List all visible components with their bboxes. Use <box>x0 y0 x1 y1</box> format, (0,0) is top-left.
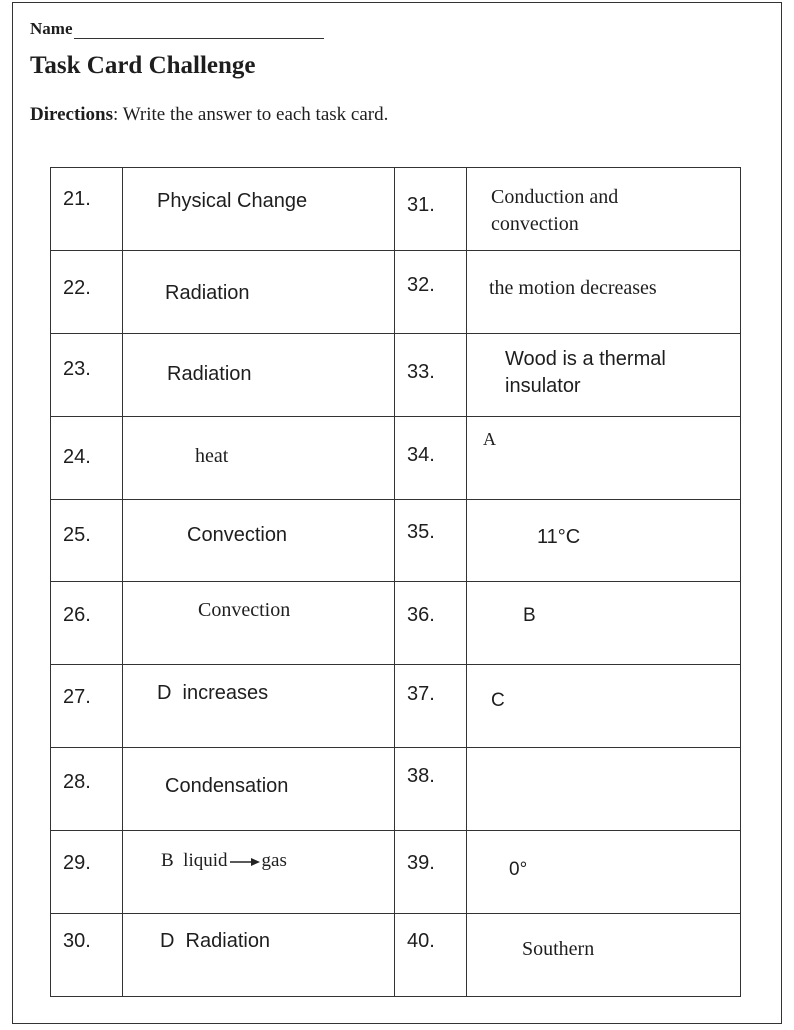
card-number: 33. <box>407 360 435 383</box>
table-row <box>51 665 741 748</box>
name-line[interactable] <box>74 18 324 39</box>
card-answer: D increases <box>157 682 269 705</box>
card-answer-cell <box>467 499 741 582</box>
card-number-cell <box>395 748 467 831</box>
table-row <box>51 582 741 665</box>
table-row <box>51 499 741 582</box>
card-answer: Radiation <box>165 281 250 304</box>
card-answer-cell <box>123 250 395 333</box>
table-row <box>51 333 741 416</box>
card-number-cell <box>51 168 123 251</box>
name-field <box>30 18 324 39</box>
arrow-right-icon <box>229 857 261 867</box>
card-number: 40. <box>407 930 435 953</box>
card-number-cell <box>51 665 123 748</box>
card-number-cell <box>395 499 467 582</box>
card-answer: heat <box>195 444 229 467</box>
card-answer: 0° <box>509 859 528 881</box>
card-number: 27. <box>63 686 91 709</box>
card-number-cell <box>51 499 123 582</box>
card-answer: Condensation <box>165 775 289 798</box>
card-number-cell <box>395 333 467 416</box>
card-answer: A <box>483 428 496 449</box>
card-answer <box>161 849 287 874</box>
card-answer: D Radiation <box>160 930 271 953</box>
card-number: 29. <box>63 852 91 875</box>
card-answer-cell <box>123 333 395 416</box>
card-answer-cell <box>467 665 741 748</box>
card-answer-cell <box>467 582 741 665</box>
page-title: Task Card Challenge <box>30 52 256 79</box>
card-answer: Convection <box>187 523 288 546</box>
card-number-cell <box>51 333 123 416</box>
card-number: 21. <box>63 188 91 210</box>
card-number-cell <box>395 582 467 665</box>
card-number: 28. <box>63 771 91 794</box>
table-row <box>51 831 741 914</box>
card-answer-cell <box>467 333 741 416</box>
card-number: 24. <box>63 445 91 468</box>
table-row <box>51 168 741 251</box>
card-answer-cell <box>467 168 741 251</box>
card-number: 32. <box>407 273 435 296</box>
card-answer-cell <box>123 665 395 748</box>
card-number: 31. <box>407 194 435 216</box>
directions-label: Directions <box>30 104 114 125</box>
card-number-cell <box>395 168 467 251</box>
card-number-cell <box>51 416 123 499</box>
card-number-cell <box>51 582 123 665</box>
card-answer-cell <box>123 168 395 251</box>
card-number-cell <box>395 914 467 997</box>
card-number: 30. <box>63 930 91 953</box>
card-number: 26. <box>63 604 91 627</box>
card-number-cell <box>395 831 467 914</box>
card-answer: Southern <box>522 938 595 961</box>
card-answer: B <box>523 605 536 627</box>
card-answer: Physical Change <box>157 190 308 212</box>
card-number: 37. <box>407 683 435 706</box>
name-label: Name <box>30 19 73 38</box>
card-answer-cell <box>123 499 395 582</box>
card-answer-cell <box>467 416 741 499</box>
table-row <box>51 416 741 499</box>
card-answer-cell <box>123 914 395 997</box>
card-answer-cell <box>123 748 395 831</box>
task-card-table <box>50 167 741 997</box>
answer-liquid: B liquid <box>161 850 228 872</box>
card-number: 36. <box>407 604 435 627</box>
answer-gas: gas <box>261 850 287 872</box>
card-number: 25. <box>63 523 91 546</box>
card-answer-cell <box>467 831 741 914</box>
card-answer-line: insulator <box>505 374 581 397</box>
card-answer-cell <box>467 748 741 831</box>
card-answer: the motion decreases <box>489 276 657 299</box>
card-number: 23. <box>63 357 91 380</box>
table-row <box>51 748 741 831</box>
card-answer-cell <box>123 416 395 499</box>
card-answer: 11°C <box>537 525 581 548</box>
table-row <box>51 914 741 997</box>
card-number-cell <box>51 914 123 997</box>
card-number-cell <box>395 250 467 333</box>
card-answer-cell <box>123 582 395 665</box>
directions-text: : Write the answer to each task card. <box>113 104 389 125</box>
card-number-cell <box>51 250 123 333</box>
card-number: 38. <box>407 765 435 788</box>
card-answer: Radiation <box>167 362 252 385</box>
card-number: 34. <box>407 443 435 466</box>
table-row <box>51 250 741 333</box>
card-number: 35. <box>407 520 435 543</box>
card-answer: Convection <box>198 599 291 622</box>
card-answer: C <box>491 690 505 712</box>
card-number: 39. <box>407 852 435 875</box>
card-number: 22. <box>63 276 91 299</box>
card-answer-line: convection <box>491 213 579 235</box>
card-answer-cell <box>467 914 741 997</box>
card-answer-cell <box>123 831 395 914</box>
card-number-cell <box>395 665 467 748</box>
card-answer-line: Conduction and <box>491 186 619 208</box>
card-number-cell <box>395 416 467 499</box>
card-answer-line: Wood is a thermal <box>505 347 666 370</box>
card-number-cell <box>51 748 123 831</box>
card-number-cell <box>51 831 123 914</box>
directions <box>30 104 388 126</box>
card-answer-cell <box>467 250 741 333</box>
